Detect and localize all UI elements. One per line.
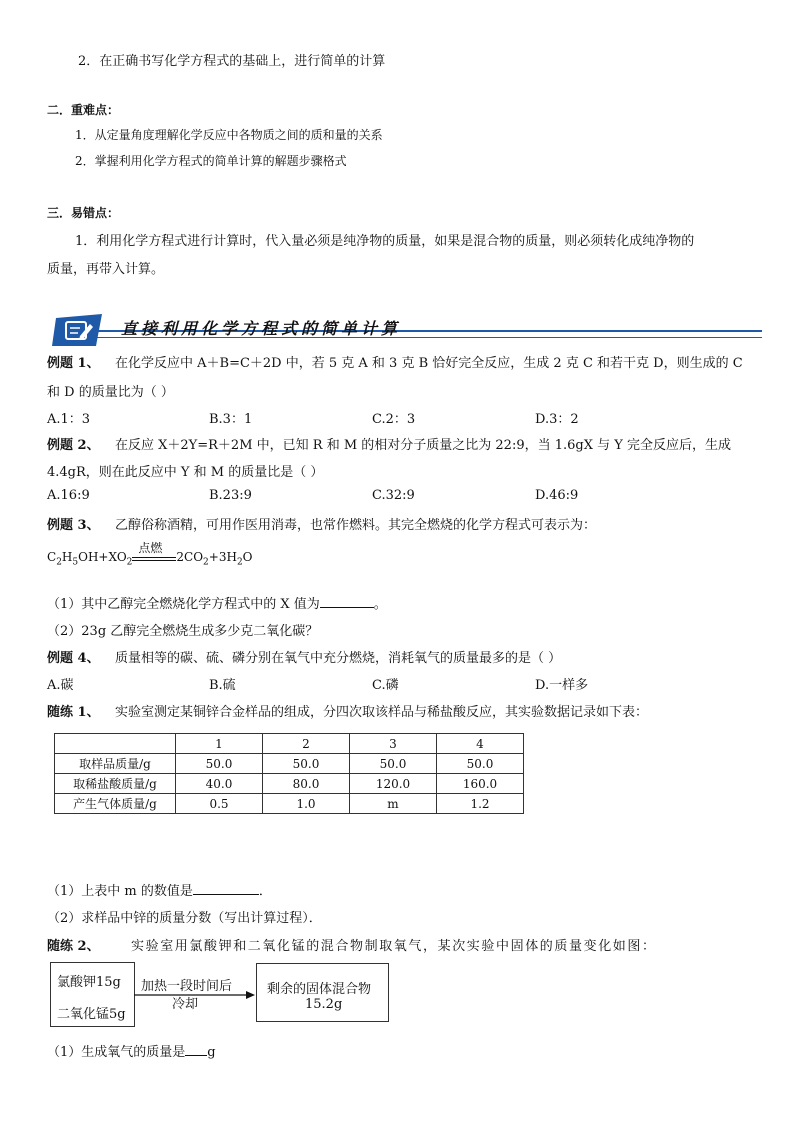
section-title: 直接利用化学方程式的简单计算 — [121, 319, 402, 338]
answer-blank[interactable] — [185, 1043, 207, 1056]
example-4-label: 例题 4、 — [47, 651, 100, 666]
example-1-option-c: C.2：3 — [372, 412, 416, 427]
eq-left-c: C — [47, 550, 57, 564]
practice-2-line-1: 实验室用氯酸钾和二氧化锰的混合物制取氧气，某次实验中固体的质量变化如图： — [131, 939, 657, 954]
example-3-question-1 — [47, 593, 387, 612]
eq-left-sub-1: 2 — [56, 557, 62, 568]
practice-2-label: 随练 2、 — [47, 939, 100, 954]
example-4-option-c: C.磷 — [372, 678, 399, 693]
example-2-label: 例题 2、 — [47, 438, 100, 453]
table-cell: 50.0 — [437, 754, 524, 774]
table-cell: 50.0 — [263, 754, 350, 774]
table-cell: m — [350, 794, 437, 814]
eq-right-o: O — [242, 550, 253, 564]
example-3-question-1-text: （1）其中乙醇完全燃烧化学方程式中的 X 值为 — [47, 597, 320, 612]
practice-1-question-2: （2）求样品中锌的质量分数（写出计算过程）． — [47, 911, 322, 926]
process-condition-bottom: 冷却 — [172, 997, 199, 1012]
table-row — [55, 774, 524, 794]
example-4-option-d: D.一样多 — [535, 678, 589, 693]
table-cell: 50.0 — [176, 754, 263, 774]
table-cell: 产生气体质量/g — [55, 794, 176, 814]
example-2-line-1: 在反应 X＋2Y=R＋2M 中，已知 R 和 M 的相对分子质量之比为 22:9，当 1.6gX 与 Y 完全反应后，生成 — [115, 438, 731, 453]
eq-right-sub-1: 2 — [203, 557, 209, 568]
table-header-row — [55, 734, 524, 754]
example-1-line-2: 和 D 的质量比为（ ） — [47, 385, 174, 400]
initial-mixture-kclo3: 氯酸钾15g — [57, 975, 121, 990]
practice-1-question-1-end: ． — [258, 884, 272, 899]
initial-mixture-mno2: 二氧化锰5g — [57, 1007, 126, 1022]
remaining-mixture-box — [256, 963, 389, 1022]
table-cell: 160.0 — [437, 774, 524, 794]
error-point-line-1: 1．利用化学方程式进行计算时，代入量必须是纯净物的质量，如果是混合物的质量，则必须转化成纯净物的 — [75, 234, 695, 249]
eq-right-co: 2CO — [176, 550, 204, 564]
example-1-option-d: D.3：2 — [535, 412, 579, 427]
example-4-line-1: 质量相等的碳、硫、磷分别在氧气中充分燃烧，消耗氧气的质量最多的是（ ） — [115, 651, 562, 666]
eq-arrow — [132, 541, 176, 561]
process-condition-top: 加热一段时间后 — [141, 979, 233, 994]
table-cell: 0.5 — [176, 794, 263, 814]
example-1-line-1: 在化学反应中 A＋B=C＋2D 中，若 5 克 A 和 3 克 B 恰好完全反应，生成 2 克 C 和若干克 D，则生成的 C — [115, 356, 743, 371]
example-3-question-1-end: 。 — [373, 597, 387, 612]
eq-left-sub-3: 2 — [126, 557, 133, 568]
practice-1-question-1 — [47, 880, 272, 899]
combustion-equation — [47, 541, 253, 568]
table-cell: 120.0 — [350, 774, 437, 794]
example-2-option-d: D.46:9 — [535, 488, 579, 503]
example-2-option-b: B.23:9 — [209, 488, 252, 503]
example-4-option-a: A.碳 — [47, 678, 74, 693]
goal-item-2: 2．在正确书写化学方程式的基础上，进行简单的计算 — [78, 54, 386, 69]
remaining-mixture-label: 剩余的固体混合物 — [267, 982, 372, 997]
eq-right-sub-2: 2 — [236, 557, 243, 568]
eq-right-h: +3H — [208, 550, 237, 564]
pencil-note-icon — [50, 312, 106, 348]
error-points-heading: 三．易错点： — [47, 206, 120, 220]
example-3-question-2: （2）23g 乙醇完全燃烧生成多少克二氧化碳？ — [47, 624, 319, 639]
eq-left-h: H — [61, 550, 73, 564]
example-4-option-b: B.硫 — [209, 678, 236, 693]
example-1-option-b: B.3：1 — [209, 412, 253, 427]
table-cell: 取样品质量/g — [55, 754, 176, 774]
eq-left-rest: OH+XO — [78, 550, 127, 564]
table-cell: 取稀盐酸质量/g — [55, 774, 176, 794]
remaining-mixture-mass: 15.2g — [305, 997, 343, 1012]
eq-left-sub-2: 5 — [72, 557, 79, 568]
example-1-option-a: A.1：3 — [47, 412, 91, 427]
table-header-cell — [55, 734, 176, 754]
table-cell: 50.0 — [350, 754, 437, 774]
error-point-line-2: 质量，再带入计算。 — [47, 262, 165, 277]
table-row — [55, 794, 524, 814]
table-cell: 1.2 — [437, 794, 524, 814]
table-cell: 80.0 — [263, 774, 350, 794]
table-header-cell: 4 — [437, 734, 524, 754]
practice-1-question-1-text: （1）上表中 m 的数值是 — [47, 884, 193, 899]
table-row — [55, 754, 524, 774]
practice-1-label: 随练 1、 — [47, 705, 100, 720]
table-header-cell: 1 — [176, 734, 263, 754]
initial-mixture-box — [50, 962, 135, 1027]
practice-2-question-1 — [47, 1041, 216, 1060]
example-3-line-1: 乙醇俗称酒精，可用作医用消毒，也常作燃料。其完全燃烧的化学方程式可表示为： — [115, 518, 597, 533]
answer-blank[interactable] — [320, 595, 374, 608]
example-2-line-2: 4.4gR，则在此反应中 Y 和 M 的质量比是（ ） — [47, 465, 324, 480]
example-3-label: 例题 3、 — [47, 518, 100, 533]
example-2-option-a: A.16:9 — [47, 488, 90, 503]
table-cell: 1.0 — [263, 794, 350, 814]
example-2-option-c: C.32:9 — [372, 488, 415, 503]
table-header-cell: 3 — [350, 734, 437, 754]
key-points-heading: 二．重难点： — [47, 103, 120, 117]
key-point-2: 2．掌握利用化学方程式的简单计算的解题步骤格式 — [75, 154, 347, 168]
practice-2-question-1-end: g — [207, 1045, 216, 1060]
table-header-cell: 2 — [263, 734, 350, 754]
eq-condition: 点燃 — [138, 541, 163, 555]
practice-1-line-1: 实验室测定某铜锌合金样品的组成，分四次取该样品与稀盐酸反应，其实验数据记录如下表： — [115, 705, 649, 720]
key-point-1: 1．从定量角度理解化学反应中各物质之间的质和量的关系 — [75, 128, 383, 142]
experiment-data-table — [54, 733, 524, 814]
practice-2-question-1-text: （1）生成氧气的质量是 — [47, 1045, 186, 1060]
answer-blank[interactable] — [193, 882, 259, 895]
table-cell: 40.0 — [176, 774, 263, 794]
example-1-label: 例题 1、 — [47, 356, 100, 371]
